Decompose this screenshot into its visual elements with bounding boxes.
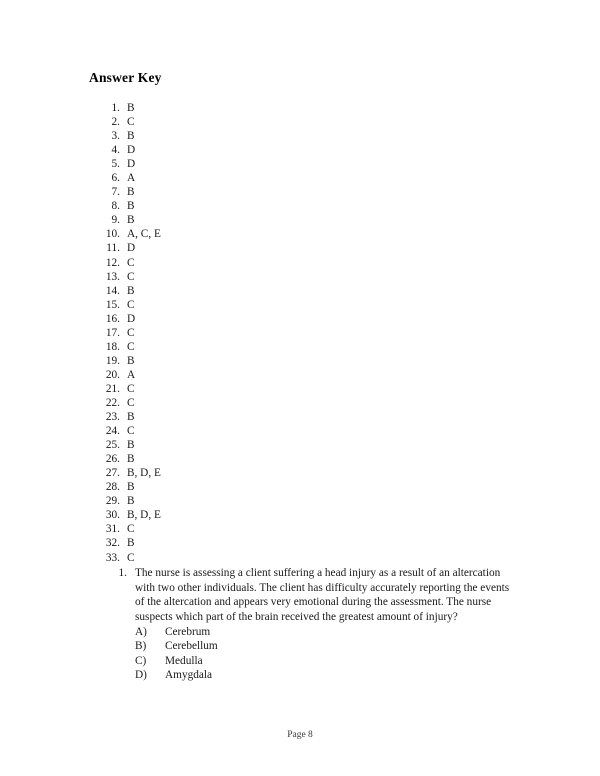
answer-key-value: C bbox=[127, 298, 135, 311]
question-stem-row bbox=[107, 566, 513, 624]
answer-key-number: 12. bbox=[105, 256, 120, 269]
page-footer: Page 8 bbox=[287, 730, 313, 740]
answer-key-number: 14. bbox=[105, 284, 120, 297]
answer-key-row bbox=[89, 396, 389, 410]
answer-key-row bbox=[89, 368, 389, 382]
answer-key-row bbox=[89, 185, 389, 199]
option-text: Amygdala bbox=[165, 668, 213, 681]
answer-key-row bbox=[89, 256, 389, 270]
answer-key-number: 9. bbox=[111, 214, 120, 227]
answer-key-value: B bbox=[127, 130, 135, 143]
answer-key-value: C bbox=[127, 382, 135, 395]
answer-key-value: C bbox=[127, 340, 135, 353]
answer-key-row bbox=[89, 354, 389, 368]
answer-key-row bbox=[89, 480, 389, 494]
answer-key-number: 13. bbox=[105, 270, 120, 283]
answer-key-row bbox=[89, 438, 389, 452]
answer-key-number: 15. bbox=[105, 298, 120, 311]
answer-key-number: 25. bbox=[105, 439, 120, 452]
answer-key-number: 23. bbox=[105, 411, 120, 424]
answer-key-value: B bbox=[127, 453, 135, 466]
option-label: D) bbox=[135, 668, 147, 681]
question-option[interactable] bbox=[135, 625, 513, 639]
answer-key-row bbox=[89, 171, 389, 185]
answer-key-row bbox=[89, 227, 389, 241]
answer-key-number: 10. bbox=[105, 228, 120, 241]
answer-key-value: B bbox=[127, 200, 135, 213]
answer-key-value: A bbox=[127, 368, 136, 381]
answer-key-value: B bbox=[127, 411, 135, 424]
answer-key-value: B bbox=[127, 495, 135, 508]
answer-key-value: C bbox=[127, 551, 135, 564]
answer-key-value: A, C, E bbox=[127, 228, 161, 241]
answer-key-row bbox=[89, 522, 389, 536]
answer-key-value: B bbox=[127, 439, 135, 452]
answer-key-value: B bbox=[127, 284, 135, 297]
answer-key-number: 17. bbox=[105, 326, 120, 339]
answer-key-number: 1. bbox=[111, 102, 120, 114]
answer-key-value: D bbox=[127, 144, 136, 157]
answer-key-number: 3. bbox=[111, 130, 120, 143]
answer-key-number: 7. bbox=[111, 186, 120, 199]
option-label: C) bbox=[135, 654, 147, 667]
answer-key-value: C bbox=[127, 425, 135, 438]
answer-key-number: 24. bbox=[105, 425, 120, 438]
answer-key-value: C bbox=[127, 270, 135, 283]
answer-key-value: A bbox=[127, 172, 136, 185]
answer-key-row bbox=[89, 382, 389, 396]
question-option[interactable] bbox=[135, 639, 513, 653]
answer-key-value: B bbox=[127, 102, 135, 114]
answer-key-number: 4. bbox=[111, 144, 120, 157]
answer-key-value: C bbox=[127, 256, 135, 269]
question-block bbox=[107, 566, 513, 682]
answer-key-number: 11. bbox=[106, 242, 120, 255]
answer-key-value: D bbox=[127, 242, 136, 255]
answer-key-number: 31. bbox=[105, 523, 120, 536]
answer-key-row bbox=[89, 312, 389, 326]
answer-key-number: 30. bbox=[105, 509, 120, 522]
answer-key-value: D bbox=[127, 312, 136, 325]
answer-key-row bbox=[89, 494, 389, 508]
answer-key-number: 28. bbox=[105, 481, 120, 494]
answer-key-row bbox=[89, 536, 389, 550]
answer-key-number: 2. bbox=[111, 116, 120, 129]
answer-key-number: 18. bbox=[105, 340, 120, 353]
answer-key-list bbox=[89, 101, 389, 565]
question-option[interactable] bbox=[135, 654, 513, 668]
answer-key-number: 21. bbox=[105, 382, 120, 395]
answer-key-row bbox=[89, 410, 389, 424]
answer-key-row bbox=[89, 298, 389, 312]
answer-key-row bbox=[89, 143, 389, 157]
answer-key-value: C bbox=[127, 523, 135, 536]
question-option[interactable] bbox=[135, 668, 513, 682]
answer-key-row bbox=[89, 340, 389, 354]
answer-key-row bbox=[89, 101, 389, 115]
answer-key-row bbox=[89, 326, 389, 340]
answer-key-number: 29. bbox=[105, 495, 120, 508]
answer-key-row bbox=[89, 129, 389, 143]
answer-key-value: B, D, E bbox=[127, 467, 161, 480]
answer-key-number: 8. bbox=[111, 200, 120, 213]
answer-key-value: C bbox=[127, 396, 135, 409]
answer-key-row bbox=[89, 199, 389, 213]
answer-key-number: 32. bbox=[105, 537, 120, 550]
answer-key-row bbox=[89, 452, 389, 466]
answer-key-row bbox=[89, 424, 389, 438]
answer-key-number: 33. bbox=[105, 551, 120, 564]
answer-key-value: B bbox=[127, 481, 135, 494]
answer-key-value: C bbox=[127, 116, 135, 129]
answer-key-number: 16. bbox=[105, 312, 120, 325]
page-title: Answer Key bbox=[89, 70, 162, 85]
option-text: Cerebellum bbox=[165, 640, 218, 653]
answer-key-number: 22. bbox=[105, 396, 120, 409]
answer-key-value: B bbox=[127, 354, 135, 367]
answer-key-number: 19. bbox=[105, 354, 120, 367]
answer-key-row bbox=[89, 284, 389, 298]
answer-key-number: 5. bbox=[111, 158, 120, 171]
question-options-list bbox=[135, 625, 513, 682]
answer-key-number: 6. bbox=[111, 172, 120, 185]
answer-key-value: B bbox=[127, 214, 135, 227]
answer-key-row bbox=[89, 466, 389, 480]
question-stem: The nurse is assessing a client suffering a head injury as a result of an altercation with two other individuals. The client has difficulty accurately reporting the events of the altercation and appears very emotional during the assessment. The nurse suspects which part of the brain received the greatest amount of injury? bbox=[135, 567, 510, 623]
answer-key-value: B bbox=[127, 186, 135, 199]
answer-key-row bbox=[89, 508, 389, 522]
answer-key-row bbox=[89, 213, 389, 227]
answer-key-row bbox=[89, 270, 389, 284]
option-text: Cerebrum bbox=[165, 626, 211, 638]
answer-key-value: D bbox=[127, 158, 136, 171]
answer-key-value: C bbox=[127, 326, 135, 339]
option-label: A) bbox=[135, 626, 147, 638]
answer-key-number: 20. bbox=[105, 368, 120, 381]
answer-key-row bbox=[89, 157, 389, 171]
question-number: 1. bbox=[118, 567, 127, 579]
answer-key-row bbox=[89, 241, 389, 255]
answer-key-number: 27. bbox=[105, 467, 120, 480]
option-text: Medulla bbox=[165, 654, 203, 667]
answer-key-row bbox=[89, 551, 389, 565]
answer-key-row bbox=[89, 115, 389, 129]
option-label: B) bbox=[135, 640, 147, 653]
answer-key-number: 26. bbox=[105, 453, 120, 466]
answer-key-value: B, D, E bbox=[127, 509, 161, 522]
answer-key-value: B bbox=[127, 537, 135, 550]
